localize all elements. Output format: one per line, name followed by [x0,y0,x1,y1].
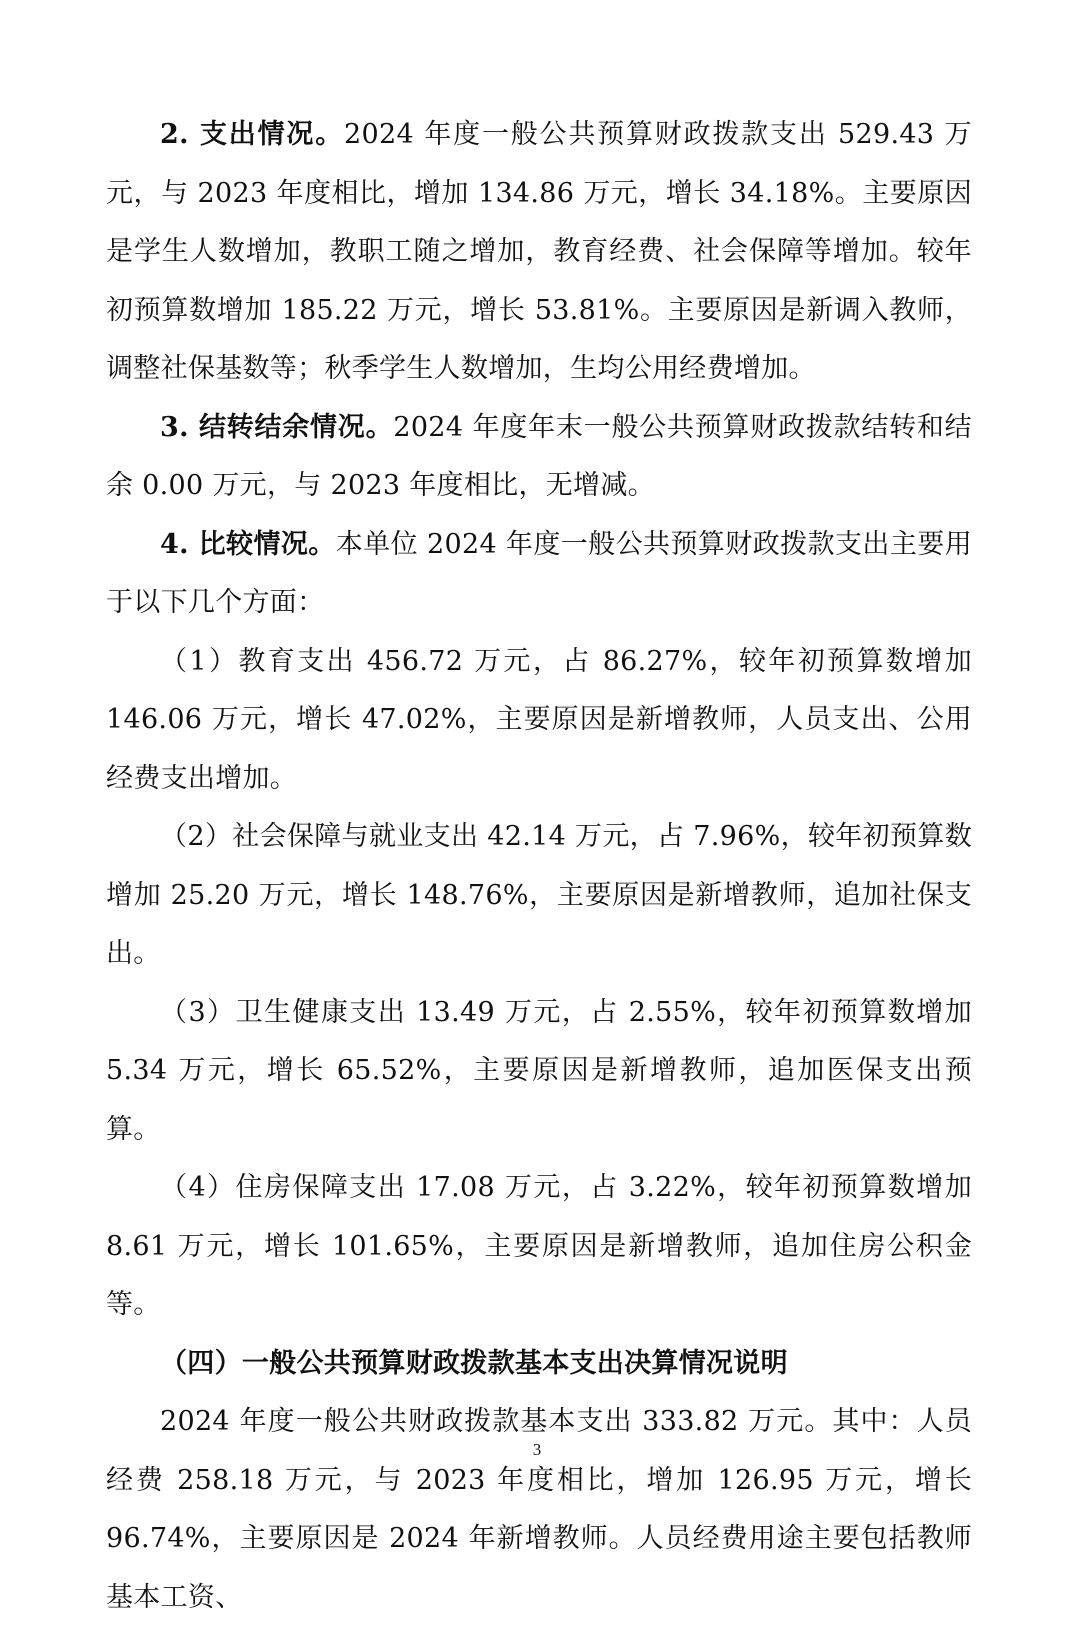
paragraph-text: （4）住房保障支出 17.08 万元，占 3.22%，较年初预算数增加 8.61 万元，增长 101.65%，主要原因是新增教师，追加住房公积金等。 [106,1172,972,1320]
paragraph-basic-expenditure: 2024 年度一般公共财政拨款基本支出 333.82 万元。其中：人员经费 258.18 万元，与 2023 年度相比，增加 126.95 万元，增长 96.74%，主要原因是 2024 年新增教师。人员经费用途主要包括教师基本工资、 [106,1406,972,1613]
paragraph-text: 2024 年度年末一般公共预算财政拨款结转和结余 0.00 万元，与 2023 年度相比，无增减。 [106,411,972,501]
paragraph-lead: 3. 结转结余情况。 [160,411,394,443]
paragraph-housing [106,1159,972,1335]
paragraph-lead: 2. 支出情况。 [160,119,345,150]
paragraph-expenditure [106,106,972,399]
paragraph-lead: 4. 比较情况。 [160,528,336,560]
paragraph-text: （3）卫生健康支出 13.49 万元，占 2.55%，较年初预算数增加 5.34 万元，增长 65.52%，主要原因是新增教师，追加医保支出预算。 [106,996,972,1145]
paragraph-text: 本单位 2024 年度一般公共预算财政拨款支出主要用于以下几个方面： [106,528,972,618]
paragraph-health [106,984,972,1160]
section-heading: （四）一般公共预算财政拨款基本支出决算情况说明 [160,1347,788,1379]
paragraph-carryover [106,399,972,516]
paragraph-text: （1）教育支出 456.72 万元，占 86.27%，较年初预算数增加 146.06 万元，增长 47.02%，主要原因是新增教师，人员支出、公用经费支出增加。 [106,645,972,794]
paragraph-text: 2024 年度一般公共预算财政拨款支出 529.43 万元，与 2023 年度相比，增加 134.86 万元，增长 34.18%。主要原因是学生人数增加，教职工随之增加，教育经费、社会保障等增加。较年初预算数增加 185.22 万元，增长 53.81%。主要原因是新调入教师，调整社保基数等；秋季学生人数增加，生均公用经费增加。 [106,119,972,384]
paragraph-education [106,633,972,809]
paragraph-text: （2）社会保障与就业支出 42.14 万元，占 7.96%，较年初预算数增加 25.20 万元，增长 148.76%，主要原因是新增教师，追加社保支出。 [106,821,972,969]
paragraph-comparison [106,516,972,633]
paragraph-social-security [106,808,972,984]
document-body [106,106,972,1627]
page-number: 3 [532,1440,542,1459]
